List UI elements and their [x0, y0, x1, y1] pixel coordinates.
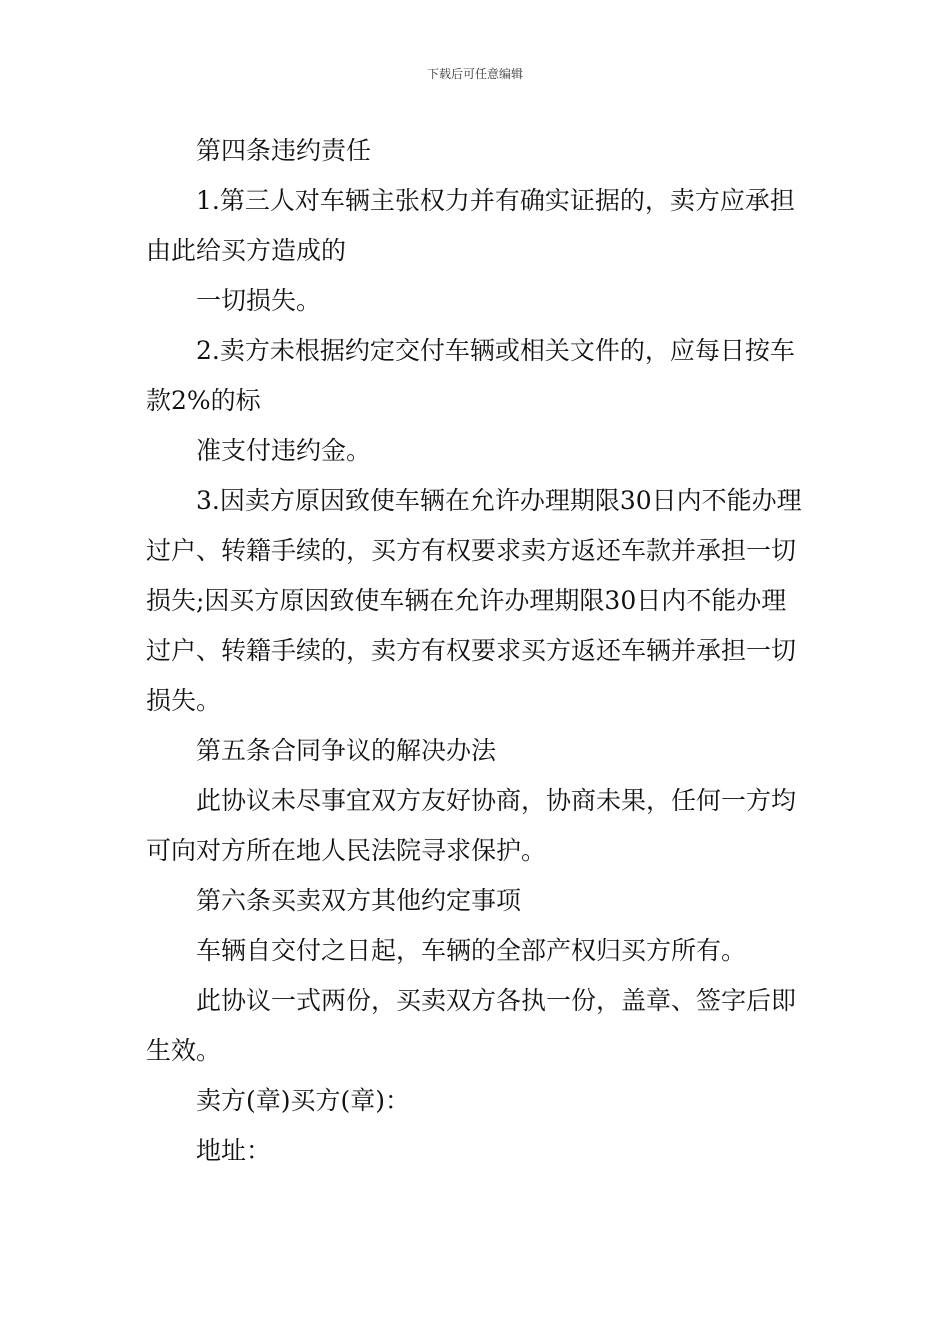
clause-paragraph: 1.第三人对车辆主张权力并有确实证据的，卖方应承担由此给买方造成的	[146, 186, 795, 265]
clause-paragraph: 2.卖方未根据约定交付车辆或相关文件的，应每日按车款2%的标	[146, 336, 795, 415]
clause-paragraph: 准支付违约金。	[196, 436, 372, 465]
clause-paragraph: 一切损失。	[196, 286, 322, 315]
clause-paragraph: 此协议未尽事宜双方友好协商，协商未果，任何一方均可向对方所在地人民法院寻求保护。	[146, 786, 797, 865]
signature-line: 卖方(章)买方(章)：	[196, 1086, 411, 1115]
page-header-note: 下载后可任意编辑	[426, 67, 523, 81]
address-line: 地址：	[196, 1136, 272, 1165]
clause-paragraph: 车辆自交付之日起，车辆的全部产权归买方所有。	[196, 936, 747, 965]
clause-paragraph: 3.因卖方原因致使车辆在允许办理期限30日内不能办理过户、转籍手续的，买方有权要求卖方返还车款并承担一切损失;因买方原因致使车辆在允许办理期限30日内不能办理过户、转籍手续的，卖方有权要求买方返还车辆并承担一切损失。	[146, 486, 802, 715]
section-heading-4: 第四条违约责任	[196, 136, 372, 165]
document-body	[146, 126, 810, 1176]
section-heading-6: 第六条买卖双方其他约定事项	[196, 886, 522, 915]
section-heading-5: 第五条合同争议的解决办法	[196, 736, 497, 765]
clause-paragraph: 此协议一式两份，买卖双方各执一份，盖章、签字后即生效。	[146, 986, 797, 1065]
